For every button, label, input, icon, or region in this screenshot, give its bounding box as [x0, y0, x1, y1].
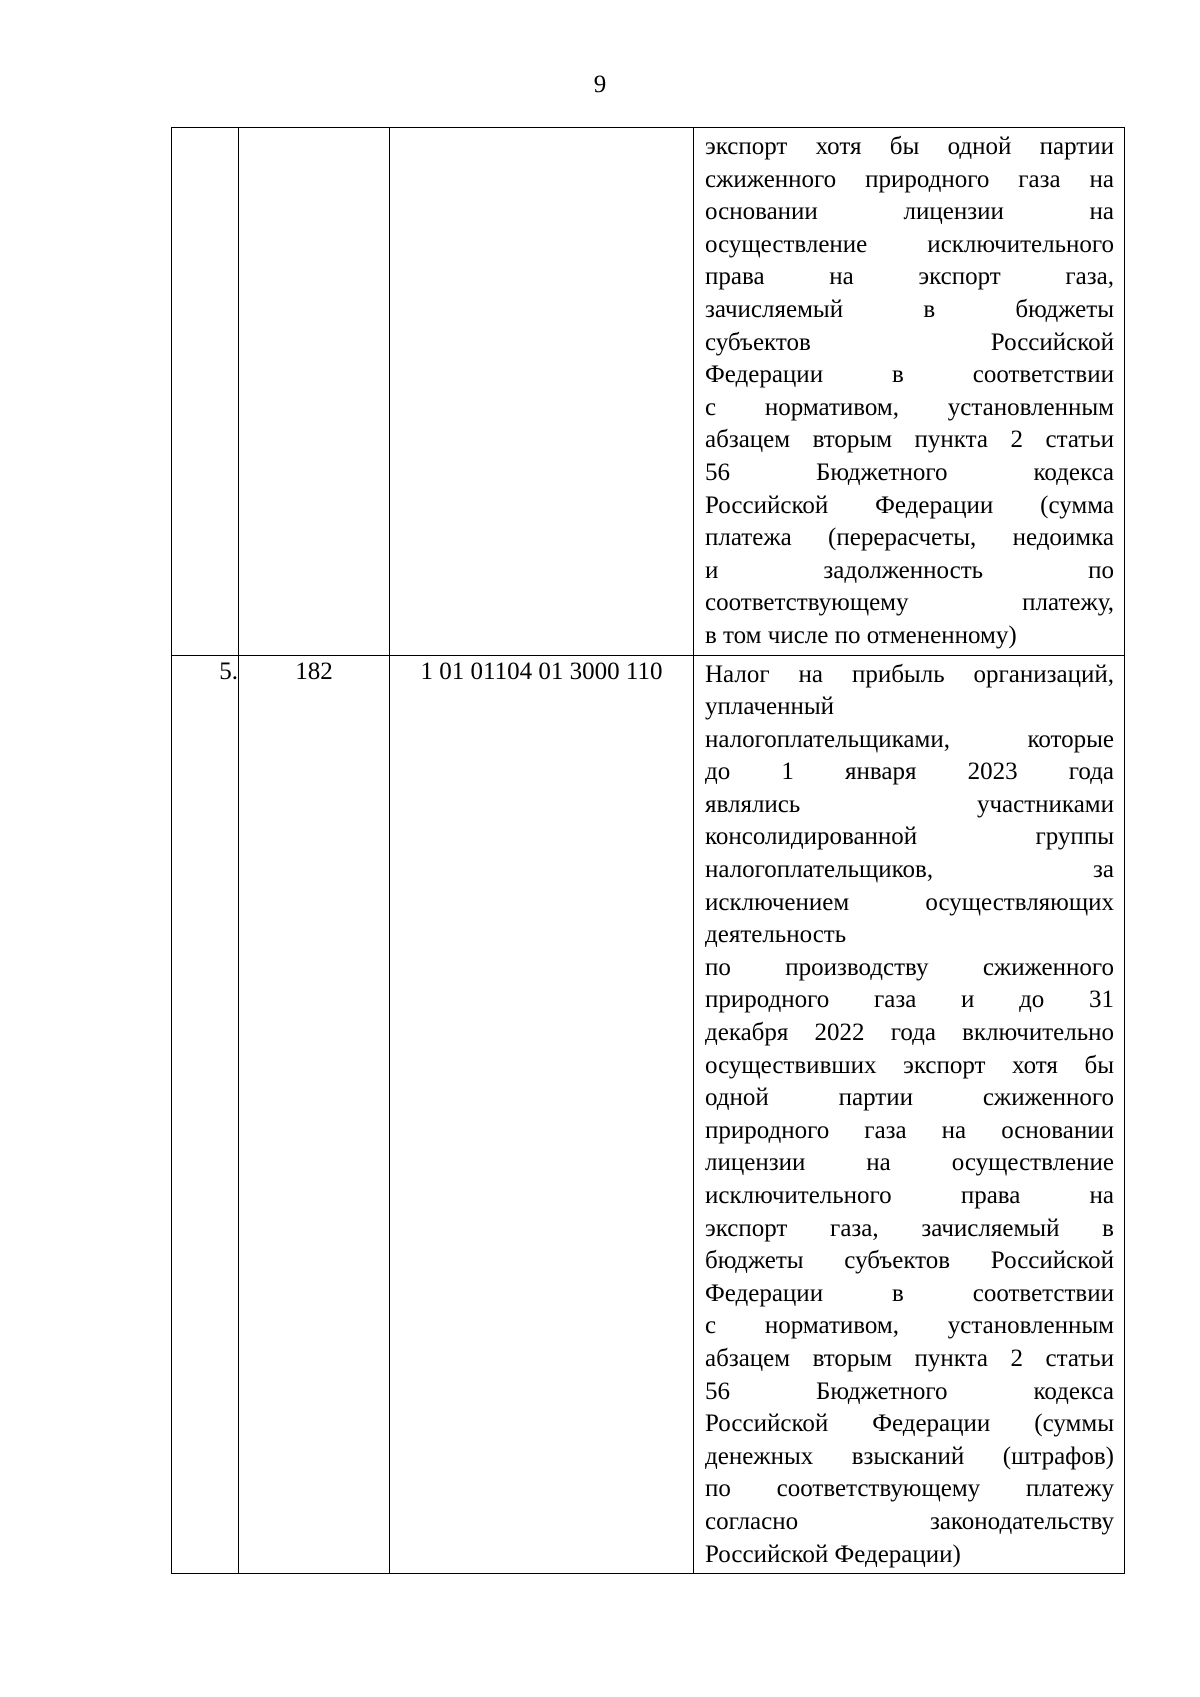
description-line: экспорт хотя бы одной партии — [705, 133, 1114, 160]
description-line: и задолженность по — [705, 556, 1114, 584]
description-line: бюджеты субъектов Российской — [705, 1247, 1114, 1275]
description-line: декабря 2022 года включительно — [705, 1019, 1114, 1047]
description-line: экспорт газа, зачисляемый в — [705, 1214, 1114, 1242]
description-line: с нормативом, установленным — [705, 1312, 1114, 1340]
description-text — [694, 128, 1124, 655]
description-line: платежа (перерасчеты, недоимка — [705, 524, 1114, 552]
description-line: одной партии сжиженного — [705, 1084, 1114, 1112]
admin-code-cell — [239, 128, 390, 656]
description-line: являлись участниками — [705, 790, 1114, 818]
description-line: природного газа на основании — [705, 1116, 1114, 1144]
description-line: права на экспорт газа, — [705, 263, 1114, 291]
description-line: Российской Федерации) — [705, 1540, 961, 1568]
description-text — [694, 656, 1124, 1574]
description-line: денежных взысканий (штрафов) — [705, 1442, 1114, 1470]
description-cell — [694, 128, 1125, 656]
table-row — [172, 655, 1125, 1574]
description-line: Российской Федерации (суммы — [705, 1410, 1114, 1438]
description-line: Налог на прибыль организаций, — [705, 660, 1114, 688]
description-line: основании лицензии на — [705, 198, 1114, 226]
description-line: согласно законодательству — [705, 1507, 1114, 1535]
page-number: 9 — [593, 71, 607, 98]
description-line: сжиженного природного газа на — [705, 165, 1114, 193]
description-line: соответствующему платежу, — [705, 589, 1114, 617]
description-line: абзацем вторым пункта 2 статьи — [705, 426, 1114, 454]
description-line: консолидированной группы — [705, 823, 1114, 851]
description-line: в том числе по отмененному) — [705, 621, 1017, 649]
description-line: Федерации в соответствии — [705, 361, 1114, 389]
table-row — [172, 128, 1125, 656]
revenue-codes-table — [171, 127, 1125, 1574]
description-line: Российской Федерации (сумма — [705, 491, 1114, 519]
description-line: 56 Бюджетного кодекса — [705, 1377, 1114, 1405]
table-body — [172, 128, 1125, 1574]
description-line: налогоплательщиками, которые — [705, 725, 1114, 753]
budget-code-cell — [390, 128, 694, 656]
budget-code-cell: 1 01 01104 01 3000 110 — [390, 655, 694, 1574]
description-line: уплаченный — [705, 693, 835, 721]
description-line: исключительного права на — [705, 1182, 1114, 1209]
admin-code-cell: 182 — [239, 655, 390, 1574]
description-line: налогоплательщиков, за — [705, 856, 1114, 884]
description-line: лицензии на осуществление — [705, 1149, 1114, 1177]
row-number-cell — [172, 128, 239, 656]
description-line: 56 Бюджетного кодекса — [705, 458, 1114, 486]
description-line: осуществивших экспорт хотя бы — [705, 1051, 1114, 1079]
description-line: по соответствующему платежу — [705, 1475, 1114, 1503]
description-line: по производству сжиженного — [705, 953, 1114, 981]
row-number-cell: 5. — [172, 655, 239, 1574]
description-line: абзацем вторым пункта 2 статьи — [705, 1344, 1114, 1372]
description-line: природного газа и до 31 — [705, 986, 1114, 1014]
description-line: Федерации в соответствии — [705, 1279, 1114, 1307]
description-line: зачисляемый в бюджеты — [705, 295, 1114, 323]
description-line: осуществление исключительного — [705, 230, 1114, 258]
description-line: с нормативом, установленным — [705, 393, 1114, 421]
description-line: субъектов Российской — [705, 328, 1114, 356]
description-line: до 1 января 2023 года — [705, 758, 1114, 786]
description-line: исключением осуществляющих — [705, 888, 1114, 916]
description-line: деятельность — [705, 921, 847, 949]
description-cell — [694, 655, 1125, 1574]
